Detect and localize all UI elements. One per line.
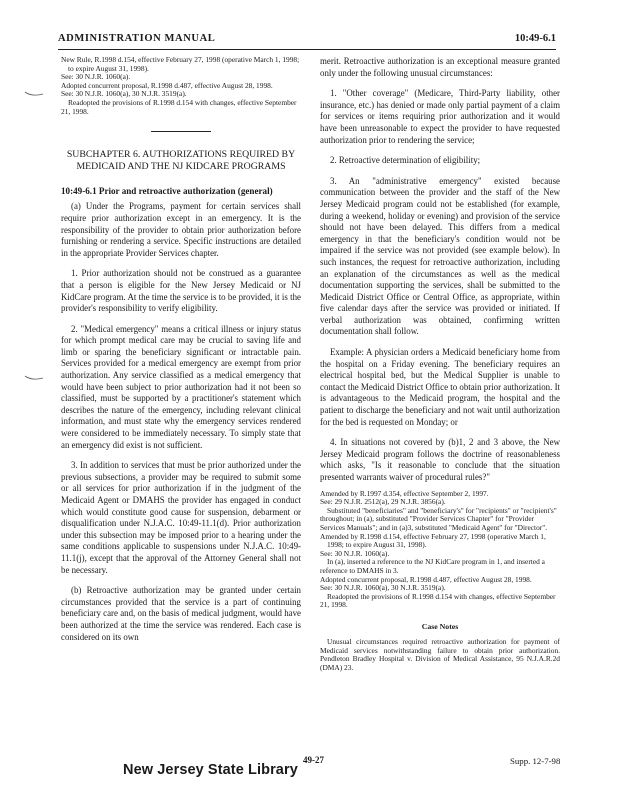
running-head-title: ADMINISTRATION MANUAL bbox=[58, 33, 216, 44]
library-stamp: New Jersey State Library bbox=[123, 762, 298, 778]
paragraph-b-2: 2. Retroactive determination of eligibility; bbox=[330, 155, 481, 166]
history-line: Readopted the provisions of R.1998 d.154 with changes, effective September 21, 1998. bbox=[61, 97, 297, 116]
paragraph-a-2: 2. "Medical emergency" means a critical illness or injury status for which prompt medical care may be crucial to saving life and limb or sparing the beneficiary significant or intractable pain. Services provided for a medical emergency are exempt from prior authorization. Any service classified as a medical emergency that would have been subject to prior authorization had it not been so classified, must be supported by a practitioner's statement which describes the nature of the emergency, including relevant clinical information, and must state why the emergency services rendered were considered to be immediately necessary. To simply state that an emergency did exist is not sufficient. bbox=[61, 323, 301, 450]
section-divider bbox=[151, 131, 211, 132]
history-line: See: 30 N.J.R. 1060(a). bbox=[320, 548, 390, 558]
history-line: Substituted "beneficiaries" and "beneficiary's" for "recipients" or "recipient's" throughout; in (a), substituted "Provider Services Chapter" for "Provider Services Manuals"; and in (a)3, substituted "Medicaid Agent" for "Director". bbox=[320, 505, 557, 532]
history-line: Amended by R.1997 d.354, effective September 2, 1997. bbox=[320, 488, 489, 498]
section-heading: 10:49-6.1 Prior and retroactive authorization (general) bbox=[61, 186, 273, 197]
paragraph-b-4: 4. In situations not covered by (b)1, 2 and 3 above, the New Jersey Medicaid program follows the doctrine of reasonableness which asks, "Is it reasonable to conclude that the situation presented warrants waiver of procedural rules?" bbox=[320, 437, 560, 482]
left-column bbox=[61, 56, 301, 643]
history-line: Readopted the provisions of R.1998 d.154 with changes, effective September 21, 1998. bbox=[320, 591, 556, 610]
header-rule bbox=[58, 49, 556, 50]
section-body-continued bbox=[320, 56, 560, 484]
history-line: See: 30 N.J.R. 1060(a). bbox=[61, 72, 131, 82]
history-line: Adopted concurrent proposal, R.1998 d.487, effective August 28, 1998. bbox=[61, 80, 273, 90]
history-line: See: 30 N.J.R. 1060(a), 30 N.J.R. 3519(a). bbox=[61, 89, 187, 99]
running-head-section: 10:49-6.1 bbox=[514, 33, 556, 44]
subchapter-heading: SUBCHAPTER 6. AUTHORIZATIONS REQUIRED BY MEDICAID AND THE NJ KIDCARE PROGRAMS bbox=[66, 149, 296, 172]
paragraph-b-1: 1. "Other coverage" (Medicare, Third-Party liability, other insurance, etc.) has denied or made only partial payment of a claim for services or items requiring prior authorization and it would have been unreasonable to expect the provider to have requested authorization prior to rendering the service; bbox=[320, 88, 560, 145]
history-line: Amended by R.1998 d.154, effective February 27, 1998 (operative March 1, 1998; to expire August 31, 1998). bbox=[320, 531, 546, 550]
history-line: See: 30 N.J.R. 1060(a), 30 N.J.R. 3519(a). bbox=[320, 583, 446, 593]
right-column bbox=[320, 56, 560, 672]
paragraph-a-1: 1. Prior authorization should not be construed as a guarantee that a person is eligible for the New Jersey Medicaid or NJ KidCare program. At the time the service is to be provided, it is the provider's responsibility to verify eligibility. bbox=[61, 268, 301, 314]
history-note bbox=[320, 490, 560, 610]
supplement-date: Supp. 12-7-98 bbox=[510, 756, 561, 766]
margin-mark-icon bbox=[24, 89, 44, 99]
paragraph-b-3: 3. An "administrative emergency" existed because communication between the provider and the staff of the New Jersey Medicaid program could not be established (for example, during a weekend, holiday or evening) and provision of the service should not have been delayed. This differs from a medical emergency in that the beneficiary's condition would not be impaired if the service was not provided (see example below). In such instances, the request for retroactive authorization, including an explanation of the circumstances as well as the medical documentation supporting the services, shall be submitted to the Medicaid District Office or Central Office, as appropriate, within five calendar days after the service was provided or initiated. If verbal authorization was obtained, confirming written documentation shall follow. bbox=[320, 175, 560, 337]
history-line: See: 29 N.J.R. 2512(a), 29 N.J.R. 3856(a). bbox=[320, 497, 446, 507]
running-head bbox=[58, 33, 556, 49]
margin-mark-icon bbox=[24, 373, 44, 383]
history-line: Adopted concurrent proposal, R.1998 d.487, effective August 28, 1998. bbox=[320, 574, 532, 584]
paragraph-b-continued: merit. Retroactive authorization is an exceptional measure granted only under the following unusual circumstances: bbox=[320, 56, 560, 78]
page-number: 49-27 bbox=[303, 755, 324, 765]
case-note-text: Unusual circumstances required retroactive authorization for payment of Medicaid services notwithstanding failure to obtain prior authorization. Pendleton Bradley Hospital v. Division of Medical Assistance, 95 N.J.A.R.2d (DMA) 23. bbox=[320, 636, 560, 672]
history-note-top bbox=[61, 56, 301, 116]
paragraph-a: (a) Under the Programs, payment for certain services shall require prior authorization except in an emergency. It is the responsibility of the provider to obtain prior authorization before furnishing or rendering a service. Specific instructions are detailed in the appropriate Provider Services chapter. bbox=[61, 201, 301, 258]
section-body bbox=[61, 201, 301, 643]
example-paragraph: Example: A physician orders a Medicaid beneficiary home from the hospital on a Friday evening. The beneficiary requires an electrical hospital bed, but the Medical Supplier is unable to contact the Medicaid District Office to obtain prior authorization. It is advantageous to the Medicaid program, the hospital and the patient to discharge the beneficiary and not wait until authorization for the bed is requested on Monday; or bbox=[320, 347, 560, 427]
case-notes-heading: Case Notes bbox=[421, 621, 459, 631]
history-line: New Rule, R.1998 d.154, effective February 27, 1998 (operative March 1, 1998; to expire August 31, 1998). bbox=[61, 55, 300, 73]
history-line: In (a), inserted a reference to the NJ KidCare program in 1, and inserted a reference to DMAHS in 3. bbox=[320, 557, 545, 575]
case-note bbox=[320, 638, 560, 672]
paragraph-a-3: 3. In addition to services that must be prior authorized under the previous subsections, a provider may be required to submit some or all services for prior authorization if in the judgment of the Medicaid Agent or DMAHS the provider has engaged in conduct which would constitute good cause for suspension, debarment or disqualification under N.J.A.C. 10:49-11.1(d). Prior authorization under this subsection may be imposed prior to a hearing under the same conditions applicable to suspensions under N.J.A.C. 10:49-11.1(j), except that the approval of the Attorney General shall not be necessary. bbox=[61, 460, 301, 575]
paragraph-b: (b) Retroactive authorization may be granted under certain circumstances provided that the service is a part of continuing beneficiary care and, on the basis of medical judgment, would have been authorized at the time the service was rendered. Each case is considered on its own bbox=[61, 585, 301, 642]
